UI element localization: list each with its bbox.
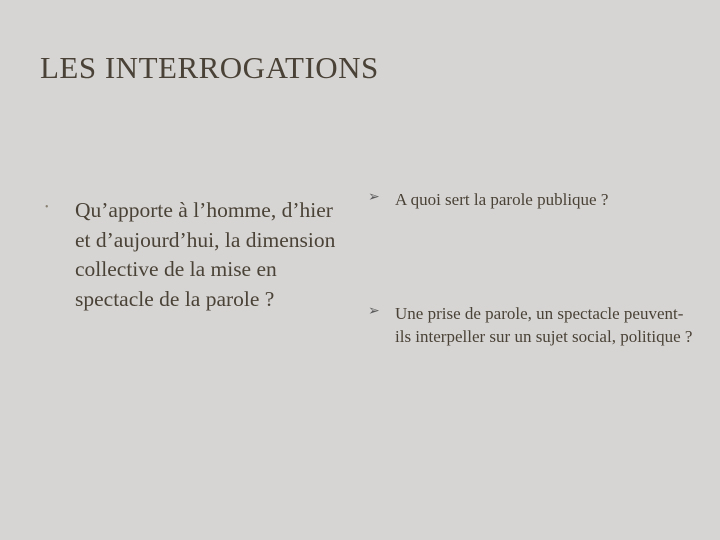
left-question-text: Qu’apporte à l’homme, d’hier et d’aujourd’hui, la dimension collective de la mise en spectacle de la parole ? (75, 198, 336, 311)
slide-title: LES INTERROGATIONS (40, 50, 379, 85)
right-question-text: Une prise de parole, un spectacle peuvent-ils interpeller sur un sujet social, politique ? (395, 304, 693, 346)
arrow-bullet-icon: ➢ (368, 303, 380, 319)
right-question-text: A quoi sert la parole publique ? (395, 190, 609, 209)
arrow-bullet-icon: ➢ (368, 189, 380, 205)
bullet-marker: • (45, 202, 49, 213)
